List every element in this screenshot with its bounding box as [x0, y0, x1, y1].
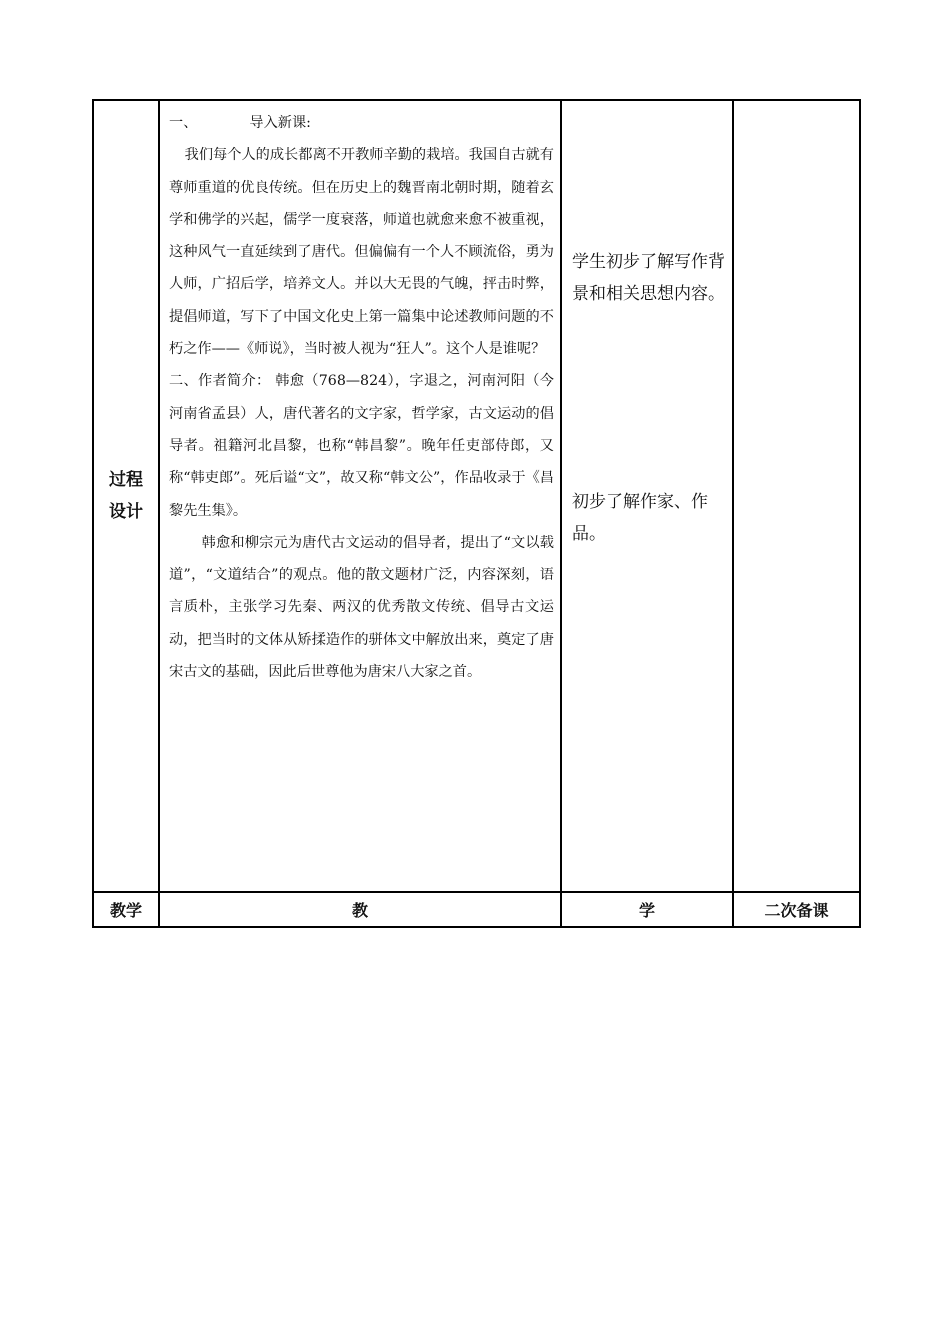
student-note-author: 初步了解作家、作品。: [572, 492, 708, 544]
footer-teaching-label: 教学: [93, 892, 159, 927]
teacher-activity-cell: [159, 100, 561, 892]
intro-heading-number: 一、: [169, 115, 198, 131]
footer-row: [93, 892, 860, 927]
footer-teach-label: 教: [159, 892, 561, 927]
author-paragraph: 二、作者简介： 韩愈（768—824），字退之，河南河阳（今河南省孟县）人，唐代著名的文字家，哲学家，古文运动的倡导者。祖籍河北昌黎，也称“韩昌黎”。晚年任吏部侍郎，又称“韩吏郎”。死后谥“文”，故又称“韩文公”，作品收录于《昌黎先生集》。: [169, 373, 554, 519]
intro-heading-text: 导入新课:: [249, 115, 311, 131]
student-activity-cell: [561, 100, 733, 892]
footer-learn-label: 学: [561, 892, 733, 927]
second-prep-cell: [733, 100, 860, 892]
process-row: [93, 100, 860, 892]
intro-paragraph: 我们每个人的成长都离不开教师辛勤的栽培。我国自古就有尊师重道的优良传统。但在历史上的魏晋南北朝时期，随着玄学和佛学的兴起，儒学一度衰落，师道也就愈来愈不被重视，这种风气一直延续到了唐代。但偏偏有一个人不顾流俗，勇为人师，广招后学，培养文人。并以大无畏的气魄，抨击时弊，提倡师道，写下了中国文化史上第一篇集中论述教师问题的不朽之作——《师说》，当时被人视为“狂人”。这个人是谁呢？: [169, 147, 554, 358]
process-label: 过程设计: [108, 470, 143, 522]
lesson-plan-table: [92, 99, 861, 928]
student-note-background: 学生初步了解写作背景和相关思想内容。: [572, 252, 725, 304]
style-paragraph: 韩愈和柳宗元为唐代古文运动的倡导者，提出了“文以载道”，“文道结合”的观点。他的散文题材广泛，内容深刻，语言质朴，主张学习先秦、两汉的优秀散文传统、倡导古文运动，把当时的文体从矫揉造作的骈体文中解放出来，奠定了唐宋古文的基础，因此后世尊他为唐宋八大家之首。: [169, 534, 554, 681]
process-label-cell: [93, 100, 159, 892]
footer-second-prep-label: 二次备课: [733, 892, 860, 927]
intro-heading: [169, 107, 554, 139]
